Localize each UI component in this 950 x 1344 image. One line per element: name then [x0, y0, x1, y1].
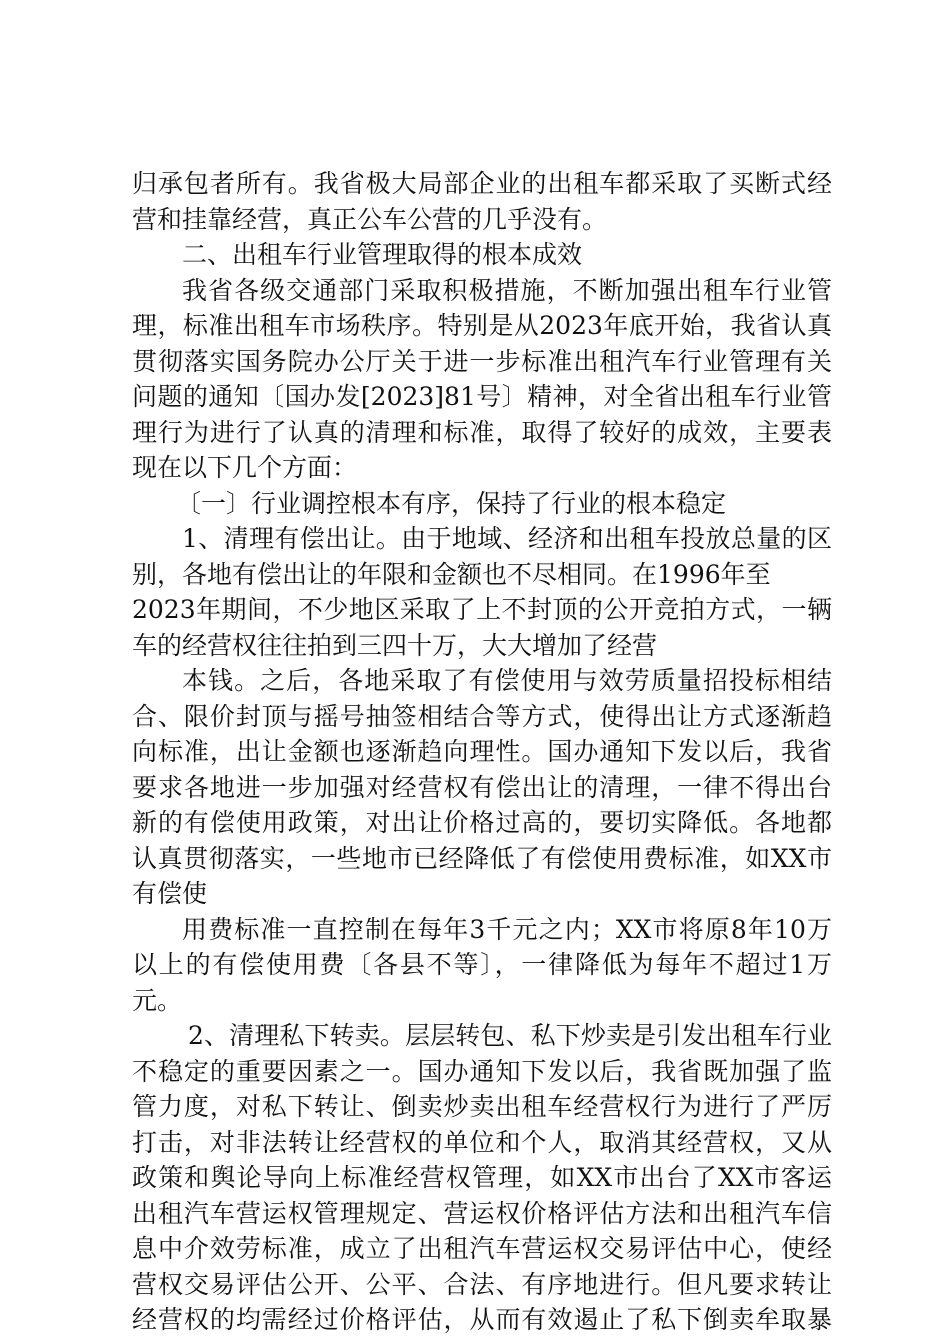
text-line: 有偿使 [132, 879, 208, 908]
text-line: 要求各地进一步加强对经营权有偿出让的清理，一律不得出台 [132, 772, 832, 802]
text-line: 打击，对非法转让经营权的单位和个人，取消其经营权，又从 [132, 1127, 832, 1157]
section-heading: 二、出租车行业管理取得的根本成效 [182, 240, 583, 269]
text-line: 管力度，对私下转让、倒卖炒卖出租车经营权行为进行了严厉 [132, 1092, 832, 1121]
document-body [132, 166, 832, 1338]
text-line: 用费标准一直控制在每年3千元之内；XX市将原8年10万 [182, 914, 832, 944]
text-line: 我省各级交通部门采取积极措施，不断加强出租车行业管 [182, 275, 832, 305]
text-line: 出租汽车营运权管理规定、营运权价格评估方法和出租汽车信 [132, 1198, 832, 1228]
text-line: 2023年期间，不少地区采取了上不封顶的公开竞拍方式，一辆 [132, 595, 832, 624]
text-line: 息中介效劳标准，成立了出租汽车营运权交易评估中心，使经 [132, 1234, 832, 1263]
text-line: 新的有偿使用政策，对出让价格过高的，要切实降低。各地都 [132, 808, 832, 837]
text-line: 现在以下几个方面： [132, 453, 358, 482]
text-line: 归承包者所有。我省极大局部企业的出租车都采取了买断式经 [132, 169, 832, 198]
text-line: 别，各地有偿出让的年限和金额也不尽相同。在1996年至 [132, 559, 771, 589]
text-line: 向标准，出让金额也逐渐趋向理性。国办通知下发以后，我省 [132, 737, 832, 766]
text-line: 以上的有偿使用费〔各县不等〕，一律降低为每年不超过1万 [132, 950, 832, 979]
text-line: 1、清理有偿出让。由于地域、经济和出租车投放总量的区 [182, 524, 832, 553]
text-line: 理行为进行了认真的清理和标准，取得了较好的成效，主要表 [132, 417, 832, 447]
text-line: 不稳定的重要因素之一。国办通知下发以后，我省既加强了监 [132, 1056, 832, 1086]
text-line: 合、限价封顶与摇号抽签相结合等方式，使得出让方式逐渐趋 [132, 701, 832, 731]
text-line: 元。 [132, 985, 183, 1015]
text-line: 营和挂靠经营，真正公车公营的几乎没有。 [132, 204, 608, 234]
text-line: 营权交易评估公开、公平、合法、有序地进行。但凡要求转让 [132, 1269, 832, 1299]
text-line: 经营权的均需经过价格评估，从而有效遏止了私下倒卖牟取暴 [132, 1305, 832, 1334]
text-line: 认真贯彻落实，一些地市已经降低了有偿使用费标准，如XX市 [132, 843, 832, 873]
text-line: 本钱。之后，各地采取了有偿使用与效劳质量招投标相结 [182, 666, 832, 695]
subsection-heading: 〔一〕行业调控根本有序，保持了行业的根本稳定 [176, 488, 727, 518]
text-line: 2、清理私下转卖。层层转包、私下炒卖是引发出租车行业 [188, 1021, 832, 1050]
text-line: 理，标准出租车市场秩序。特别是从2023年底开始，我省认真 [132, 311, 832, 340]
text-line: 贯彻落实国务院办公厅关于进一步标准出租汽车行业管理有关 [132, 346, 832, 376]
text-line: 政策和舆论导向上标准经营权管理，如XX市出台了XX市客运 [132, 1163, 832, 1192]
text-line: 车的经营权往往拍到三四十万，大大增加了经营 [132, 630, 658, 660]
text-line: 问题的通知〔国办发[2023]81号〕精神，对全省出租车行业管 [132, 382, 832, 411]
